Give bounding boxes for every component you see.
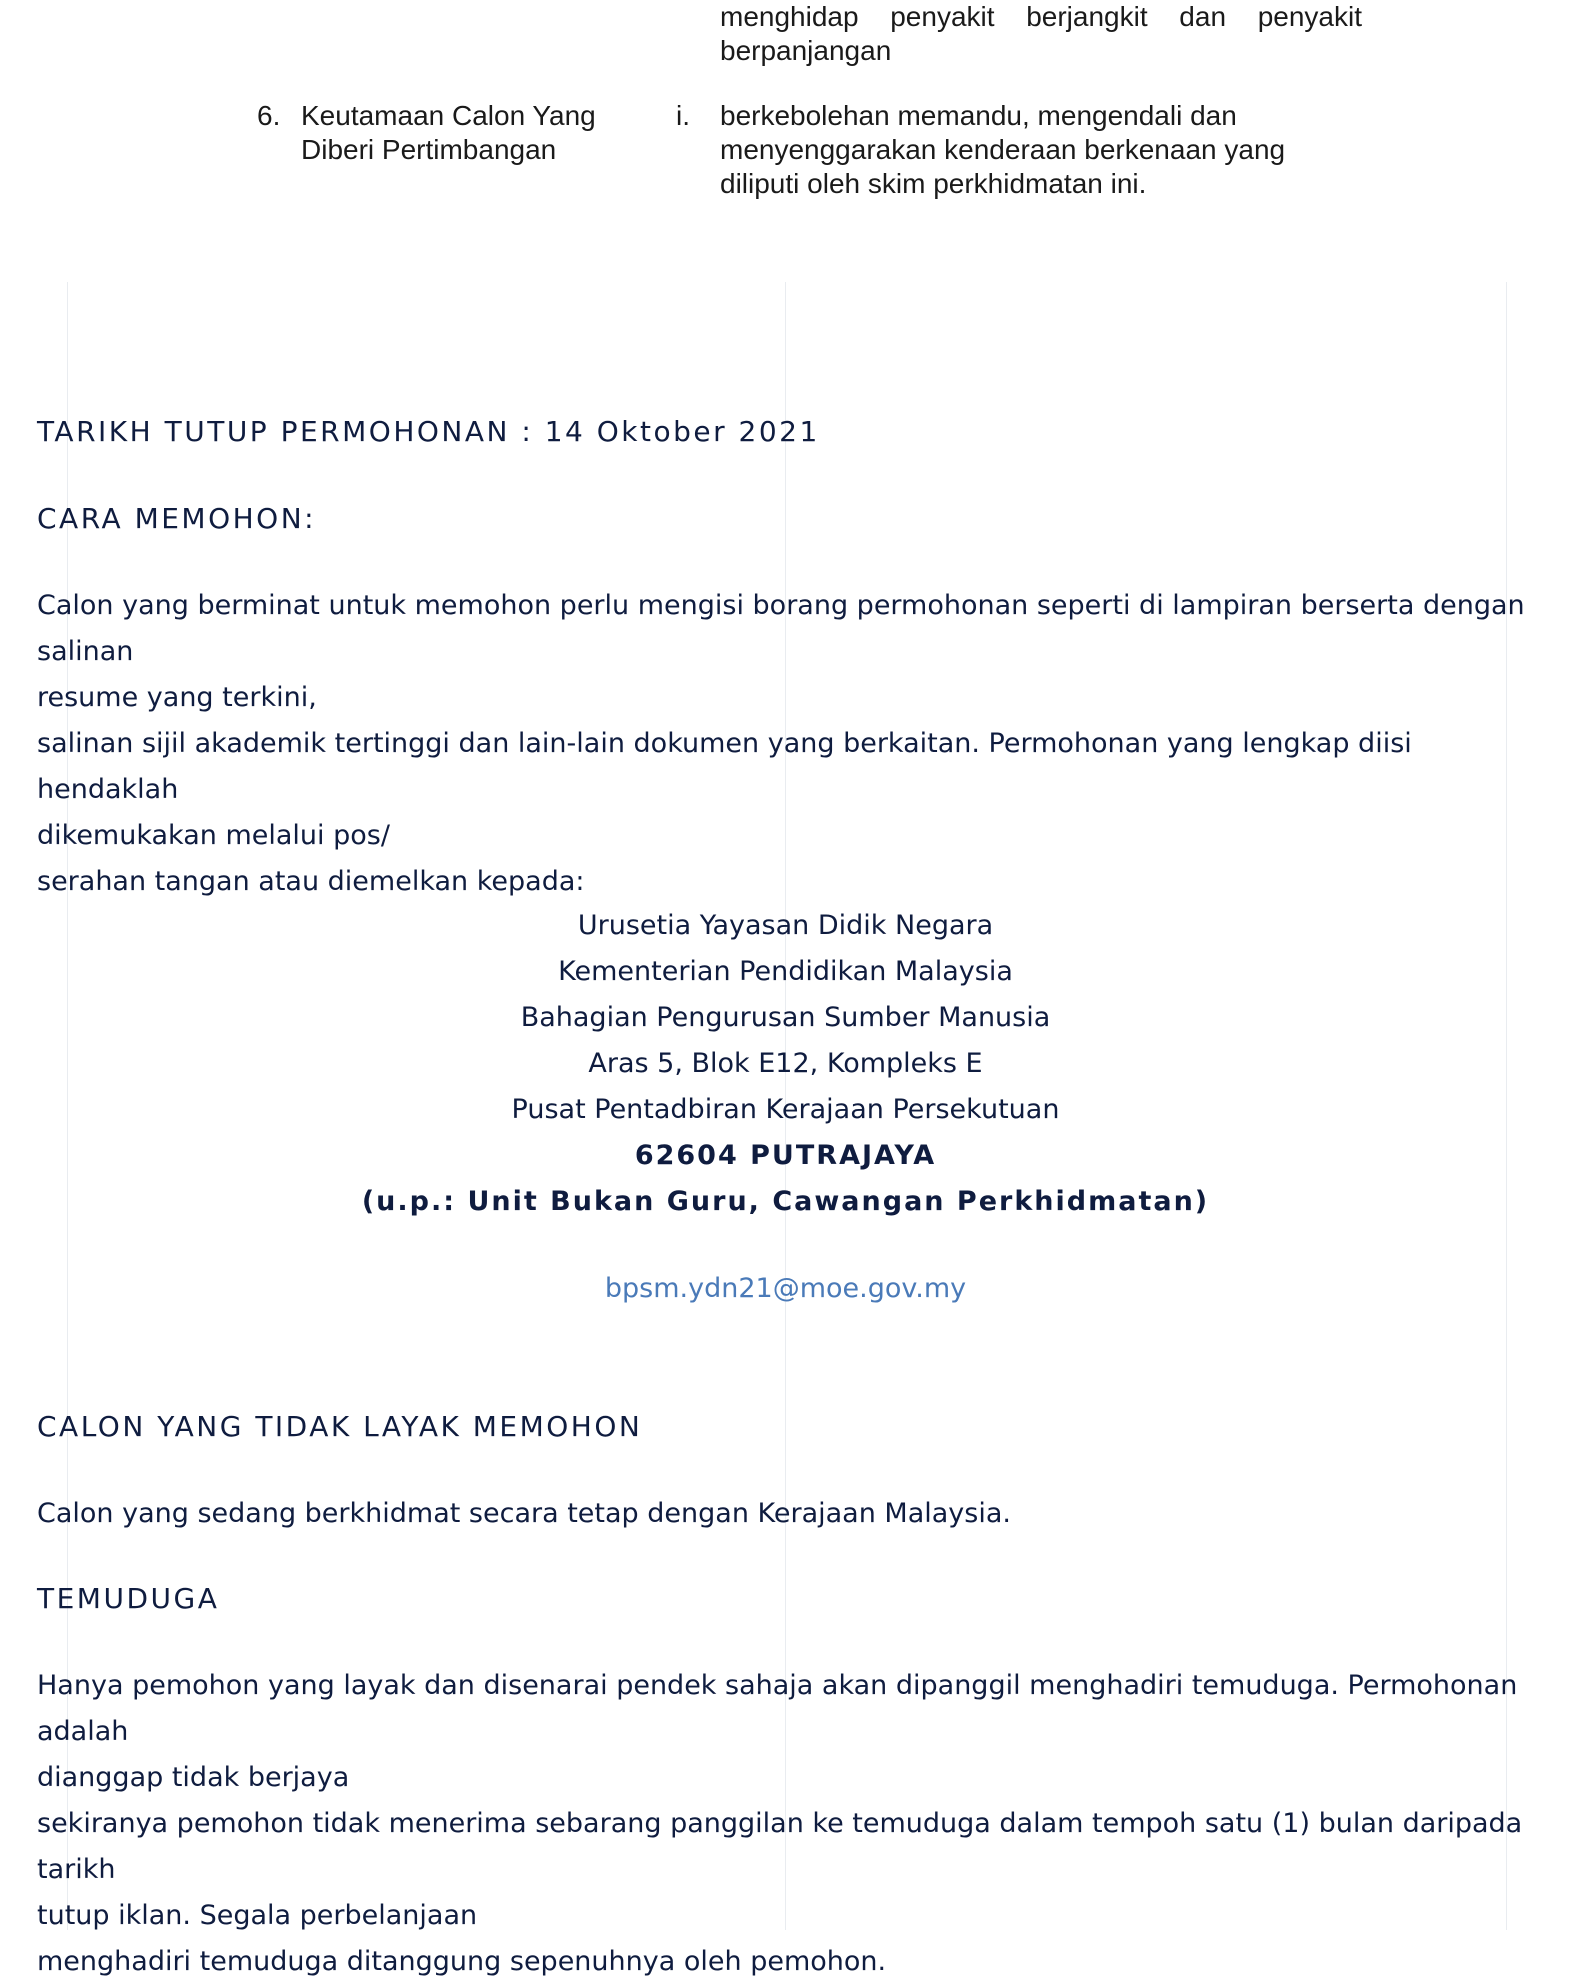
- paragraph-line: Hanya pemohon yang layak dan disenarai pendek sahaja akan dipanggil menghadiri temuduga. Permohonan adalah: [37, 1670, 1518, 1747]
- scan-desc-line: diliputi oleh skim perkhidmatan ini.: [720, 168, 1147, 199]
- address-line: Kementerian Pendidikan Malaysia: [558, 956, 1013, 987]
- paragraph-line: Calon yang berminat untuk memohon perlu mengisi borang permohonan seperti di lampiran berserta dengan salinan: [37, 590, 1525, 667]
- interview-heading: TEMUDUGA: [37, 1582, 220, 1615]
- not-eligible-paragraph: [37, 1491, 1542, 1537]
- how-to-apply-paragraph: [37, 583, 1542, 905]
- scan-continuation-text: [720, 0, 1362, 68]
- how-to-apply-heading: CARA MEMOHON:: [37, 502, 317, 535]
- scan-desc-line: menyenggarakan kenderaan berkenaan yang: [720, 134, 1286, 165]
- paragraph-line: salinan sijil akademik tertinggi dan lain-lain dokumen yang berkaitan. Permohonan yang lengkap diisi hendaklah: [37, 728, 1412, 805]
- address-line: Aras 5, Blok E12, Kompleks E: [588, 1048, 983, 1079]
- scan-item-label-line: Diberi Pertimbangan: [301, 134, 557, 165]
- scan-continuation-line: berpanjangan: [720, 35, 892, 66]
- address-postcode-city: 62604 PUTRAJAYA: [634, 1140, 937, 1171]
- scan-continuation-line: menghidap penyakit berjangkit dan penyakit: [720, 1, 1362, 32]
- paragraph-line: menghadiri temuduga ditanggung sepenuhnya oleh pemohon.: [37, 1946, 887, 1977]
- scanned-document-image: [0, 0, 1572, 230]
- scan-item-description: [720, 99, 1362, 201]
- interview-paragraph: [37, 1663, 1542, 1985]
- address-attention: (u.p.: Unit Bukan Guru, Cawangan Perkhidmatan): [361, 1186, 1210, 1217]
- paragraph-line: resume yang terkini,: [37, 682, 317, 713]
- scan-item-label-line: Keutamaan Calon Yang: [301, 100, 596, 131]
- email-link[interactable]: bpsm.ydn21@moe.gov.my: [604, 1273, 967, 1304]
- paragraph-line: tutup iklan. Segala perbelanjaan: [37, 1900, 478, 1931]
- scan-desc-line: berkebolehan memandu, mengendali dan: [720, 100, 1237, 131]
- mailing-address: [37, 903, 1534, 1225]
- closing-date-heading: TARIKH TUTUP PERMOHONAN : 14 Oktober 2021: [37, 415, 820, 448]
- scan-item-label: [301, 99, 631, 167]
- paragraph-line: serahan tangan atau diemelkan kepada:: [37, 866, 585, 897]
- paragraph-line: dianggap tidak berjaya: [37, 1762, 350, 1793]
- address-line: Bahagian Pengurusan Sumber Manusia: [520, 1002, 1051, 1033]
- address-line: Pusat Pentadbiran Kerajaan Persekutuan: [511, 1094, 1060, 1125]
- address-line: Urusetia Yayasan Didik Negara: [577, 910, 994, 941]
- paragraph-line: dikemukakan melalui pos/: [37, 820, 390, 851]
- not-eligible-heading: CALON YANG TIDAK LAYAK MEMOHON: [37, 1410, 643, 1443]
- scan-sub-number: i.: [676, 100, 690, 131]
- scan-item-number: 6.: [257, 100, 281, 131]
- paragraph-line: Calon yang sedang berkhidmat secara tetap dengan Kerajaan Malaysia.: [37, 1498, 1011, 1529]
- paragraph-line: sekiranya pemohon tidak menerima sebarang panggilan ke temuduga dalam tempoh satu (1) bulan daripada tarikh: [37, 1808, 1523, 1885]
